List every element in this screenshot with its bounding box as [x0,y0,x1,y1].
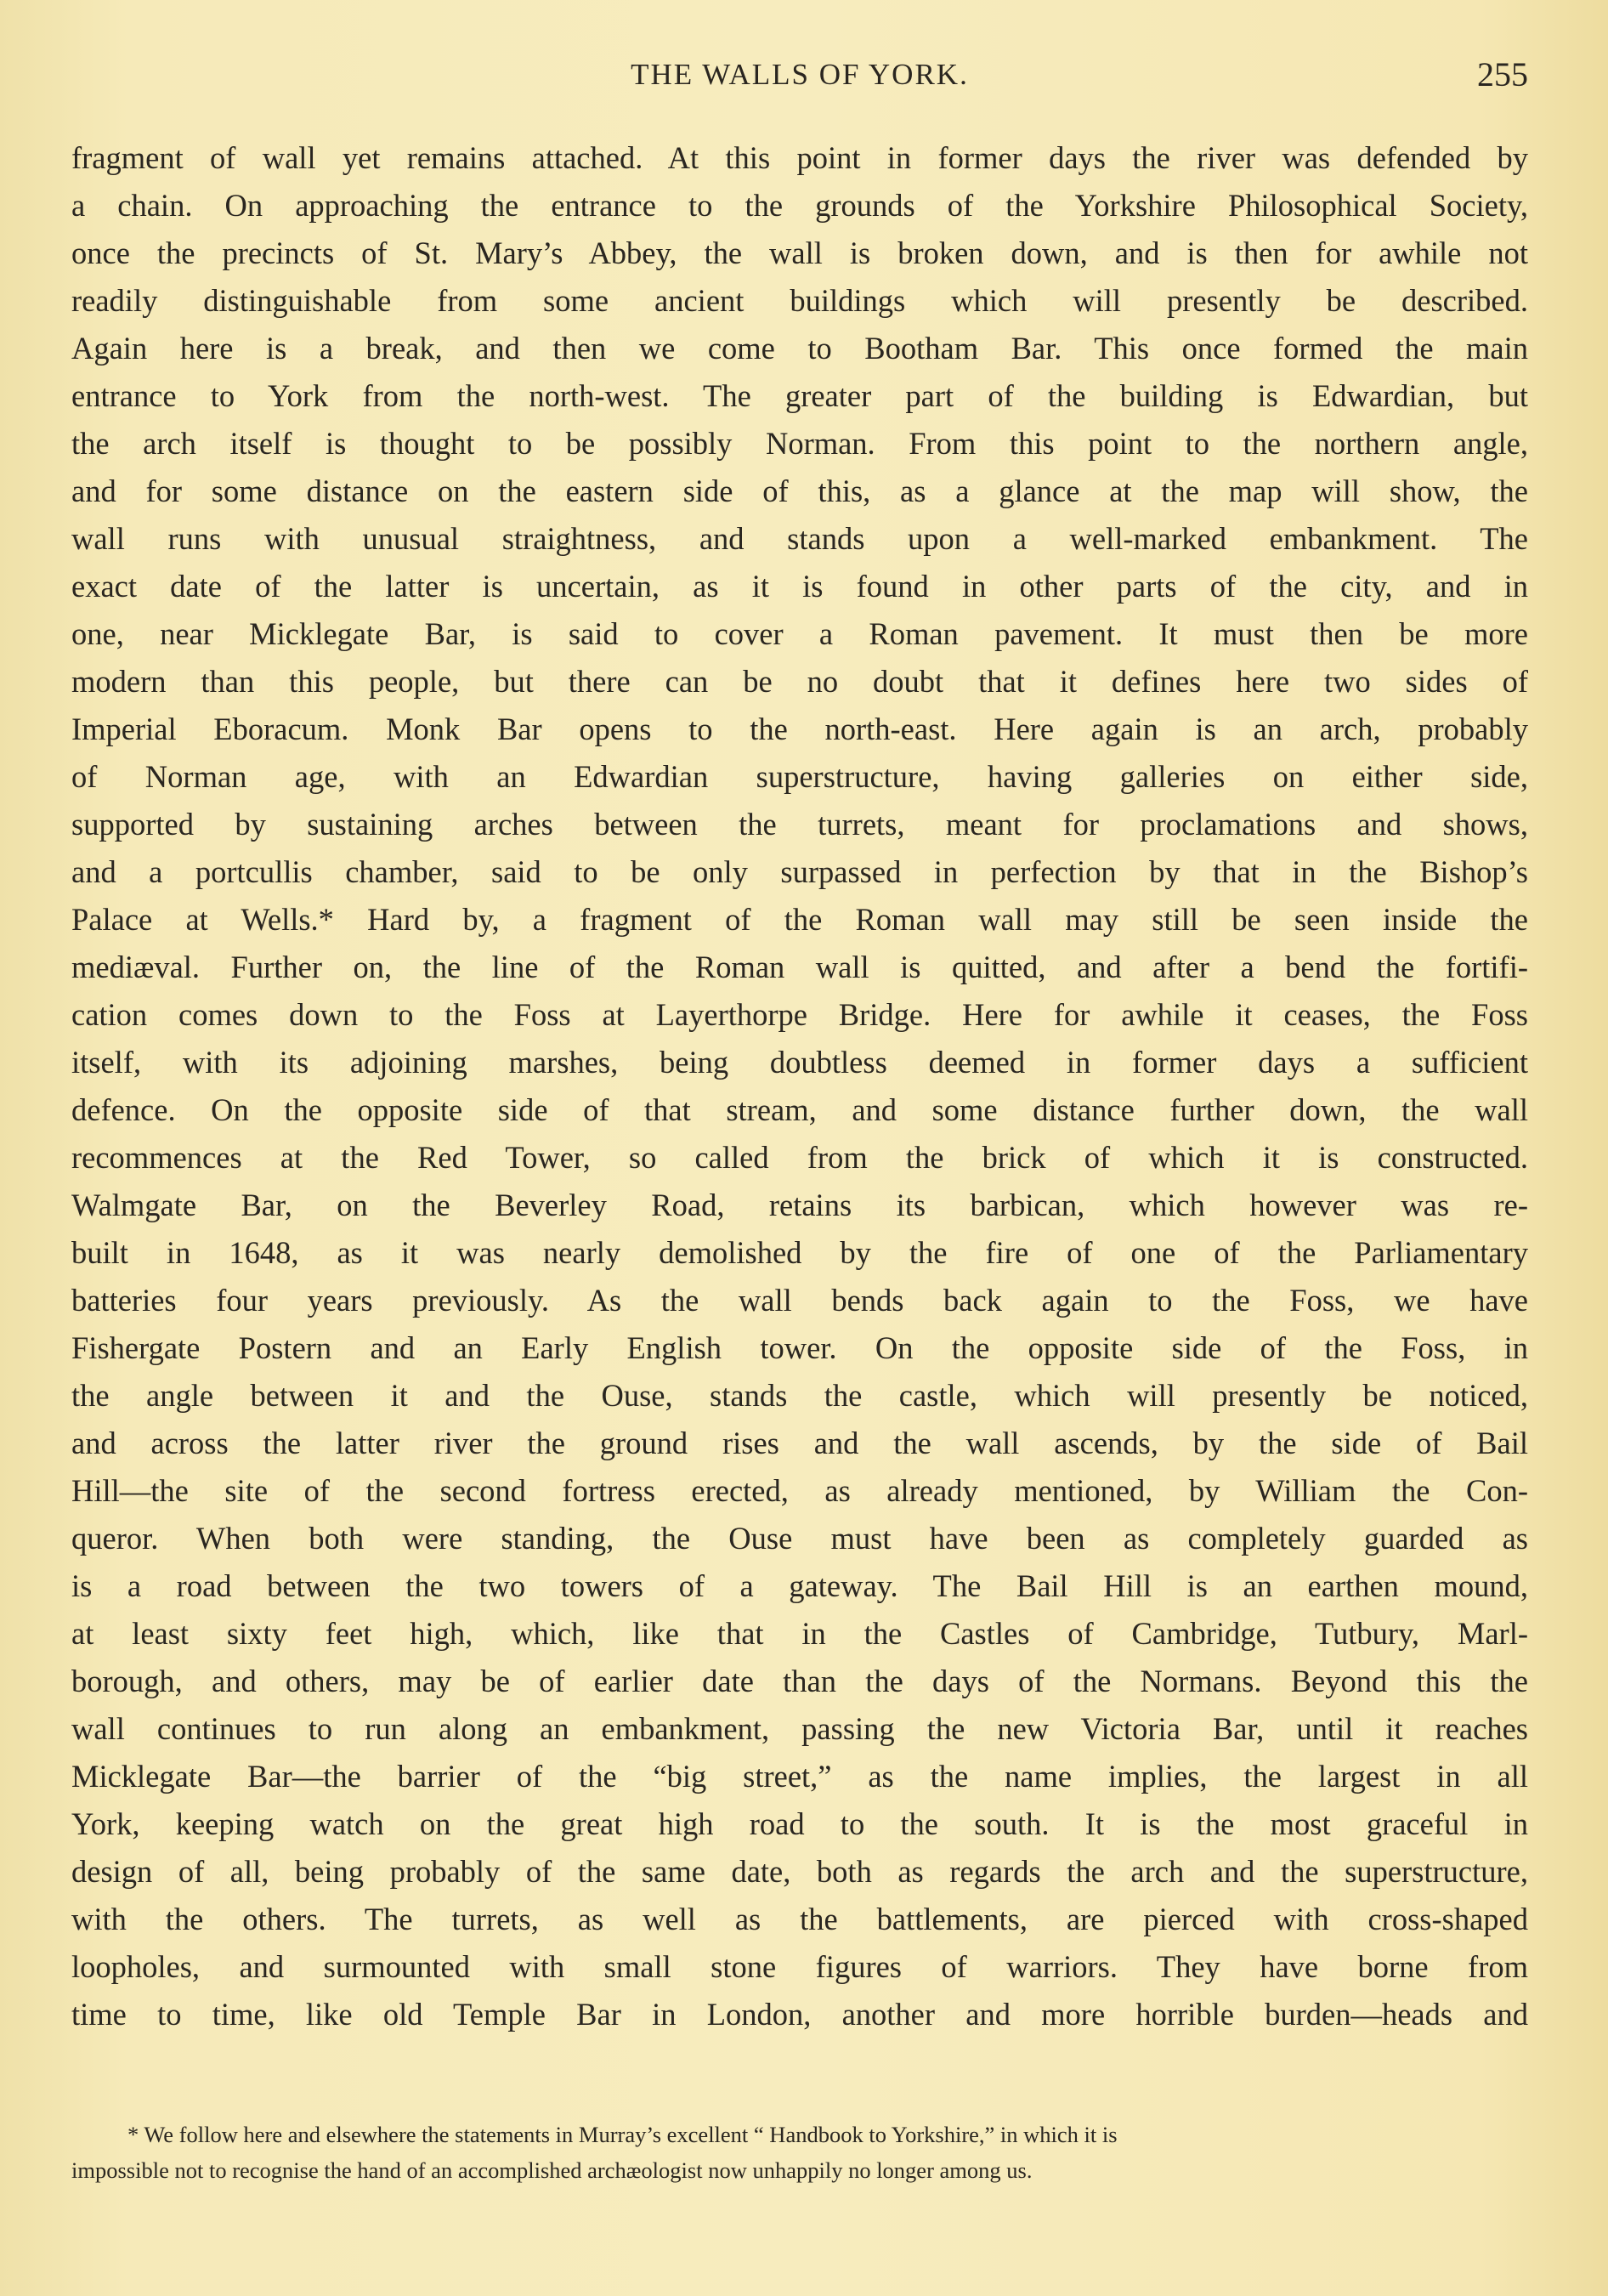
text-line: design of all, being probably of the same date, both as regards the arch and the superstructure, [71,1854,1528,1889]
text-line: Palace at Wells.* Hard by, a fragment of the Roman wall may still be seen inside the [71,902,1528,937]
text-line: built in 1648, as it was nearly demolished by the fire of one of the Parliamentary [71,1235,1528,1270]
text-line: at least sixty feet high, which, like that in the Castles of Cambridge, Tutbury, Marl- [71,1616,1528,1651]
text-line: fragment of wall yet remains attached. At this point in former days the river was defended by [71,140,1528,175]
text-line: wall runs with unusual straightness, and stands upon a well-marked embankment. The [71,521,1528,556]
text-line: and for some distance on the eastern side of this, as a glance at the map will show, the [71,473,1528,508]
text-line: cation comes down to the Foss at Layerthorpe Bridge. Here for awhile it ceases, the Foss [71,997,1528,1032]
text-line: Fishergate Postern and an Early English tower. On the opposite side of the Foss, in [71,1330,1528,1365]
text-line: modern than this people, but there can be no doubt that it defines here two sides of [71,664,1528,699]
text-line: loopholes, and surmounted with small stone figures of warriors. They have borne from [71,1949,1528,1984]
footnote-line: impossible not to recognise the hand of an accomplished archæologist now unhappily no longer among us. [71,2157,1033,2183]
text-line: time to time, like old Temple Bar in London, another and more horrible burden—heads and [71,1997,1528,2032]
text-line: wall continues to run along an embankment, passing the new Victoria Bar, until it reaches [71,1711,1528,1746]
text-line: readily distinguishable from some ancient buildings which will presently be described. [71,283,1528,318]
text-line: of Norman age, with an Edwardian superstructure, having galleries on either side, [71,759,1528,794]
text-line: Walmgate Bar, on the Beverley Road, retains its barbican, which however was re- [71,1188,1528,1222]
text-line: the arch itself is thought to be possibly Norman. From this point to the northern angle, [71,426,1528,461]
footnote [71,2117,1528,2188]
text-line: and a portcullis chamber, said to be only surpassed in perfection by that in the Bishop’s [71,854,1528,889]
text-line: York, keeping watch on the great high road to the south. It is the most graceful in [71,1806,1528,1841]
text-line: itself, with its adjoining marshes, being doubtless deemed in former days a sufficient [71,1045,1528,1080]
text-line: entrance to York from the north-west. The greater part of the building is Edwardian, but [71,378,1528,413]
text-line: exact date of the latter is uncertain, as it is found in other parts of the city, and in [71,569,1528,604]
text-line: one, near Micklegate Bar, is said to cover a Roman pavement. It must then be more [71,616,1528,651]
body-text [71,134,1528,2038]
text-line: and across the latter river the ground rises and the wall ascends, by the side of Bail [71,1426,1528,1460]
text-line: borough, and others, may be of earlier date than the days of the Normans. Beyond this the [71,1664,1528,1698]
text-line: batteries four years previously. As the wall bends back again to the Foss, we have [71,1283,1528,1318]
text-line: Imperial Eboracum. Monk Bar opens to the north-east. Here again is an arch, probably [71,711,1528,746]
text-line: Micklegate Bar—the barrier of the “big street,” as the name implies, the largest in all [71,1759,1528,1794]
text-line: supported by sustaining arches between the turrets, meant for proclamations and shows, [71,807,1528,842]
text-line: queror. When both were standing, the Ouse must have been as completely guarded as [71,1521,1528,1556]
text-line: the angle between it and the Ouse, stands the castle, which will presently be noticed, [71,1378,1528,1413]
text-line: defence. On the opposite side of that stream, and some distance further down, the wall [71,1092,1528,1127]
text-line: recommences at the Red Tower, so called from the brick of which it is constructed. [71,1140,1528,1175]
text-line: is a road between the two towers of a gateway. The Bail Hill is an earthen mound, [71,1568,1528,1603]
running-head [71,55,1528,105]
page-number: 255 [1477,55,1528,94]
text-line: Hill—the site of the second fortress erected, as already mentioned, by William the Con- [71,1473,1528,1508]
text-line: with the others. The turrets, as well as the battlements, are pierced with cross-shaped [71,1902,1528,1936]
text-line: a chain. On approaching the entrance to the grounds of the Yorkshire Philosophical Society, [71,188,1528,223]
running-title: THE WALLS OF YORK. [631,58,969,91]
text-line: mediæval. Further on, the line of the Roman wall is quitted, and after a bend the fortifi- [71,950,1528,984]
text-line: once the precincts of St. Mary’s Abbey, the wall is broken down, and is then for awhile not [71,235,1528,270]
text-line: Again here is a break, and then we come to Bootham Bar. This once formed the main [71,331,1528,366]
footnote-line: * We follow here and elsewhere the statements in Murray’s excellent “ Handbook to Yorkshire,” in which it is [127,2122,1118,2147]
